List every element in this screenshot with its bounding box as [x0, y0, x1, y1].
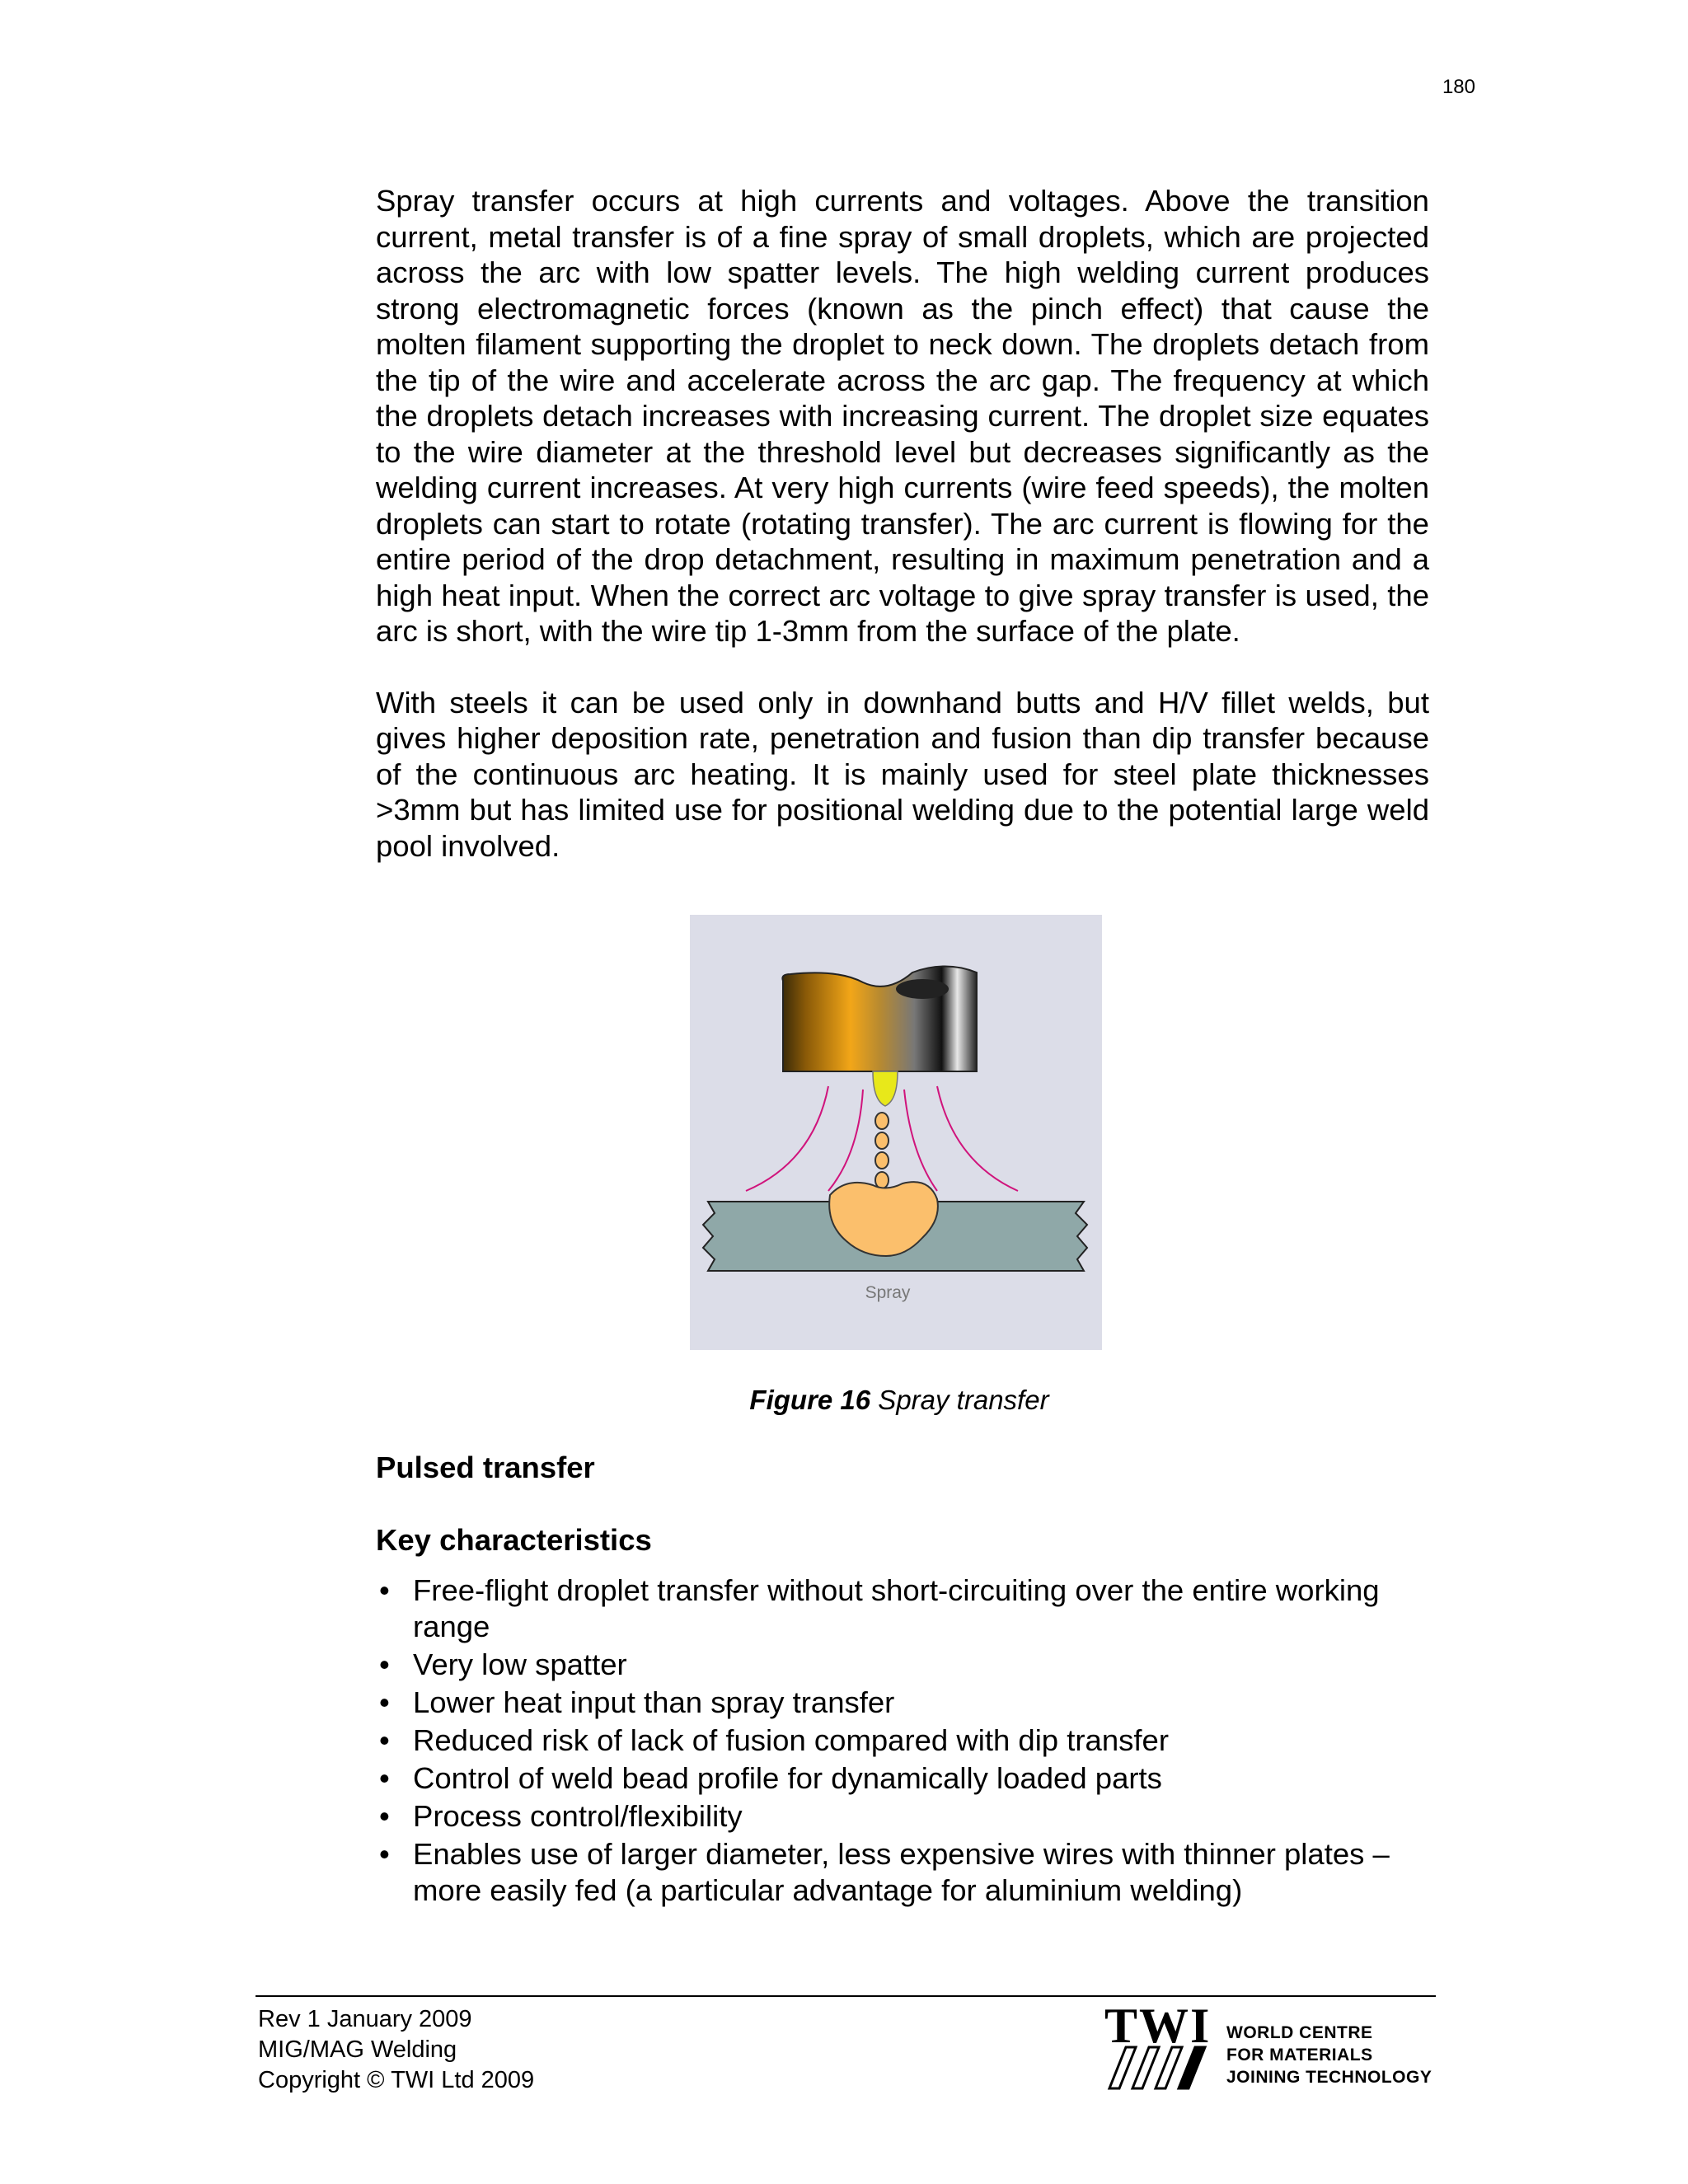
droplet — [875, 1132, 889, 1149]
section-heading: Pulsed transfer — [376, 1451, 595, 1484]
page-content — [376, 183, 1429, 1910]
logo-line-2: FOR MATERIALS — [1226, 2046, 1373, 2064]
spray-transfer-illustration — [690, 915, 1102, 1350]
paragraph-steels: With steels it can be used only in downhand butts and H/V fillet welds, but gives higher deposition rate, penetration and fusion than dip transfer because of the continuous arc heating. It is mainly used for steel plate thicknesses >3mm but has limited use for positional welding due to the potential large weld pool involved. — [376, 685, 1429, 863]
list-item-text: Lower heat input than spray transfer — [413, 1685, 895, 1719]
twi-logo-wordmark: TWI — [1104, 1999, 1212, 2053]
page-number: 180 — [1442, 76, 1475, 98]
list-item-text: Enables use of larger diameter, less expensive wires with thinner plates – more easily fed (a particular advantage for aluminium welding) — [413, 1837, 1390, 1907]
figure-caption — [369, 1385, 1429, 1416]
footer-copyright: Copyright © TWI Ltd 2009 — [258, 2067, 535, 2093]
droplet — [875, 1113, 889, 1129]
subsection-heading: Key characteristics — [376, 1523, 652, 1557]
logo-line-1: WORLD CENTRE — [1226, 2023, 1373, 2042]
list-item-text: Reduced risk of lack of fusion compared with dip transfer — [413, 1723, 1169, 1757]
list-item — [376, 1798, 1429, 1835]
footer-document-title: MIG/MAG Welding — [258, 2036, 457, 2063]
list-item-text: Very low spatter — [413, 1647, 627, 1681]
twi-logo-tagline — [1226, 2022, 1432, 2088]
list-item-text: Control of weld bead profile for dynamically loaded parts — [413, 1761, 1162, 1795]
bullet-icon: • — [379, 1723, 390, 1757]
list-item — [376, 1836, 1429, 1909]
bullet-icon: • — [379, 1761, 390, 1795]
list-item-text: Process control/flexibility — [413, 1799, 743, 1833]
list-item — [376, 1722, 1429, 1759]
logo-line-3: JOINING TECHNOLOGY — [1226, 2068, 1432, 2087]
figure-label: Spray — [865, 1283, 911, 1302]
droplet — [875, 1152, 889, 1169]
droplet — [875, 1172, 889, 1188]
list-item — [376, 1685, 1429, 1721]
list-item-text: Free-flight droplet transfer without short-circuiting over the entire working range — [413, 1573, 1380, 1643]
bullet-icon: • — [379, 1837, 390, 1871]
paragraph-spray-transfer: Spray transfer occurs at high currents and voltages. Above the transition current, metal transfer is of a fine spray of small droplets, which are projected across the arc with low spatter levels. The high welding current produces strong electromagnetic forces (known as the pinch effect) that cause the molten filament supporting the droplet to neck down. The droplets detach from the tip of the wire and accelerate across the arc gap. The frequency at which the droplets detach increases with increasing current. The droplet size equates to the wire diameter at the threshold level but decreases significantly as the welding current increases. At very high currents (wire feed speeds), the molten droplets can start to rotate (rotating transfer). The arc current is flowing for the entire period of the drop detachment, resulting in maximum penetration and a high heat input. When the correct arc voltage to give spray transfer is used, the arc is short, with the wire tip 1-3mm from the surface of the plate. — [376, 184, 1429, 648]
footer-revision: Rev 1 January 2009 — [258, 2006, 472, 2032]
bullet-icon: • — [379, 1647, 390, 1681]
list-item — [376, 1572, 1429, 1645]
wire-bore — [896, 979, 949, 999]
bullet-icon: • — [379, 1573, 390, 1607]
figure-caption-number: Figure 16 — [749, 1385, 871, 1415]
key-characteristics-list — [376, 1572, 1429, 1909]
list-item — [376, 1760, 1429, 1797]
list-item — [376, 1647, 1429, 1683]
footer-info — [258, 2004, 534, 2096]
footer-divider — [256, 1995, 1436, 1997]
bullet-icon: • — [379, 1685, 390, 1719]
figure-caption-text: Spray transfer — [870, 1385, 1049, 1415]
bullet-icon: • — [379, 1799, 390, 1833]
spray-transfer-figure — [690, 915, 1102, 1350]
